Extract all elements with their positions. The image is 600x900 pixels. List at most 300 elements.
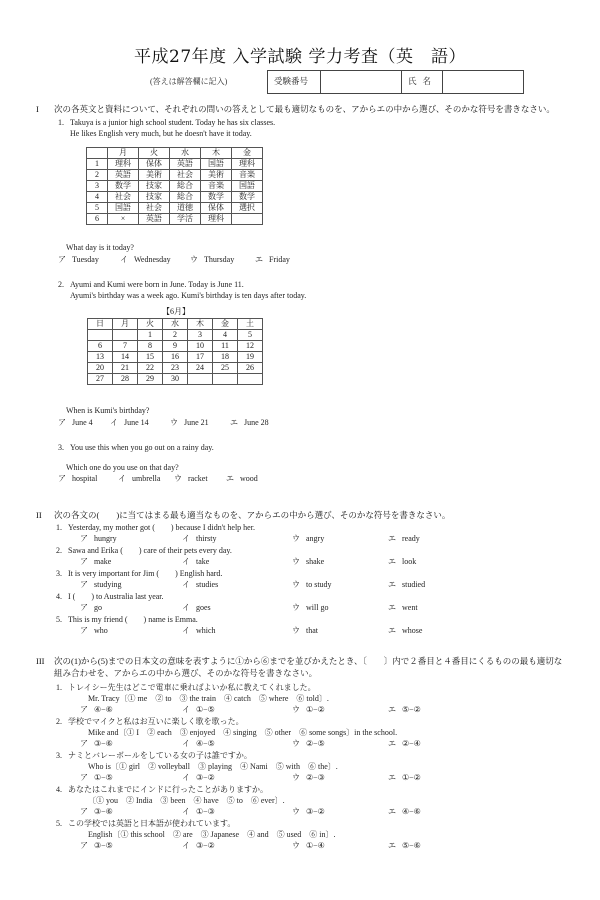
choice-text: to study xyxy=(306,580,332,589)
timetable-cell: 国語 xyxy=(201,159,232,170)
timetable-cell: 社会 xyxy=(170,170,201,181)
calendar-cell: 8 xyxy=(138,341,163,352)
choice-text: umbrella xyxy=(132,474,161,483)
calendar-row xyxy=(88,352,263,363)
timetable-row xyxy=(87,170,263,181)
choice-key: ア xyxy=(80,534,88,543)
s2-choice xyxy=(80,603,102,614)
section-3-instruction-1: 次の(1)から(5)までの日本文の意味を表すように①から⑥までを並びかえたとき、〔 〕内で２番目と４番目にくるものの最も適切な xyxy=(54,656,563,666)
s3-english: Mr. Tracy〔① me ② to ③ the train ④ catch ⑤ where ⑥ told〕. xyxy=(88,694,329,703)
timetable-cell: 数学 xyxy=(201,192,232,203)
choice-text: goes xyxy=(196,603,211,612)
choice-key: ア xyxy=(58,255,66,264)
timetable-cell: 英語 xyxy=(108,170,139,181)
s2-question xyxy=(56,546,232,557)
s1-q2-choice xyxy=(230,418,269,429)
choice-key: エ xyxy=(230,418,238,427)
choice-text: ①−④ xyxy=(306,841,325,850)
choice-key: イ xyxy=(182,705,190,714)
s2-question xyxy=(56,569,222,580)
timetable-cell: 4 xyxy=(87,192,108,203)
calendar-row xyxy=(88,363,263,374)
question-number: 2. xyxy=(56,546,62,555)
s3-choice xyxy=(292,739,325,750)
s2-choice xyxy=(182,603,211,614)
calendar-cell: 月 xyxy=(113,319,138,330)
question-number: 3. xyxy=(56,751,62,760)
timetable-cell: 月 xyxy=(108,148,139,159)
choice-text: go xyxy=(94,603,102,612)
timetable-cell: 技家 xyxy=(139,181,170,192)
calendar-cell: 6 xyxy=(88,341,113,352)
question-number: 3. xyxy=(56,569,62,578)
choice-key: イ xyxy=(182,841,190,850)
s3-japanese xyxy=(56,819,235,830)
s3-english: Mike and〔① I ② each ③ enjoyed ④ singing ⑤ other ⑥ some songs〕in the school. xyxy=(88,728,398,737)
calendar-cell: 30 xyxy=(163,374,188,385)
calendar-cell: 16 xyxy=(163,352,188,363)
choice-key: ア xyxy=(80,705,88,714)
choice-key: ア xyxy=(58,474,66,483)
calendar-cell: 1 xyxy=(138,330,163,341)
choice-key: ア xyxy=(80,841,88,850)
calendar-cell: 2 xyxy=(163,330,188,341)
choice-key: イ xyxy=(182,807,190,816)
calendar-row xyxy=(88,330,263,341)
exam-number-field[interactable] xyxy=(321,71,402,93)
s1-q2-line1: 2. Ayumi and Kumi were born in June. Today is June 11. xyxy=(58,280,244,289)
choice-text: make xyxy=(94,557,112,566)
choice-text: which xyxy=(196,626,216,635)
s3-choice xyxy=(182,841,215,852)
question-text: Sawa and Erika ( ) care of their pets every day. xyxy=(68,546,232,555)
timetable-cell: 数学 xyxy=(108,181,139,192)
calendar-cell: 10 xyxy=(188,341,213,352)
header-info-row xyxy=(150,70,524,94)
s2-question xyxy=(56,592,164,603)
choice-text: take xyxy=(196,557,210,566)
section-2-heading xyxy=(36,510,450,521)
question-number: 4. xyxy=(56,785,62,794)
calendar-cell: 29 xyxy=(138,374,163,385)
s1-q2-line2: Ayumi's birthday was a week ago. Kumi's birthday is ten days after today. xyxy=(70,291,307,300)
choice-key: ウ xyxy=(292,773,300,782)
choice-text: hospital xyxy=(72,474,98,483)
choice-text: thirsty xyxy=(196,534,217,543)
s2-choice xyxy=(292,557,324,568)
calendar-cell: 土 xyxy=(238,319,263,330)
s3-choice xyxy=(292,705,325,716)
choice-text: ③−⑤ xyxy=(94,841,113,850)
timetable-cell: 学活 xyxy=(170,214,201,225)
calendar-cell xyxy=(213,374,238,385)
timetable-cell: 火 xyxy=(139,148,170,159)
s1-q2-choice xyxy=(170,418,209,429)
choice-text: Friday xyxy=(269,255,290,264)
choice-key: ア xyxy=(80,807,88,816)
choice-text: wood xyxy=(240,474,258,483)
choice-key: エ xyxy=(388,739,396,748)
choice-text: June 4 xyxy=(72,418,93,427)
choice-key: ウ xyxy=(174,474,182,483)
choice-text: ⑤−⑥ xyxy=(402,841,421,850)
exam-title: 平成27年度 入学試験 学力考査（英 語） xyxy=(134,47,466,67)
calendar-cell: 25 xyxy=(213,363,238,374)
choice-key: エ xyxy=(388,603,396,612)
japanese-text: あなたはこれまでにインドに行ったことがありますか。 xyxy=(68,785,268,794)
choice-text: ③−② xyxy=(306,807,325,816)
s1-q1-question: What day is it today? xyxy=(66,243,134,252)
timetable-cell: 総合 xyxy=(170,181,201,192)
choice-key: ウ xyxy=(190,255,198,264)
section-1-heading xyxy=(36,104,555,115)
timetable-cell: 1 xyxy=(87,159,108,170)
calendar-cell: 14 xyxy=(113,352,138,363)
choice-text: will go xyxy=(306,603,329,612)
choice-text: June 28 xyxy=(244,418,269,427)
s1-q2-choice xyxy=(58,418,93,429)
s3-choice xyxy=(388,739,421,750)
calendar-cell: 4 xyxy=(213,330,238,341)
choice-key: イ xyxy=(118,474,126,483)
s3-english: Who is〔① girl ② volleyball ③ playing ④ Nami ⑤ with ⑥ the〕. xyxy=(88,762,338,771)
s3-choice xyxy=(182,739,215,750)
calendar-cell: 7 xyxy=(113,341,138,352)
choice-key: イ xyxy=(182,557,190,566)
s3-choice xyxy=(80,739,113,750)
choice-key: ウ xyxy=(292,626,300,635)
s1-q1-choice xyxy=(58,255,99,266)
s3-choice xyxy=(182,705,215,716)
timetable-cell: 5 xyxy=(87,203,108,214)
s2-question xyxy=(56,523,255,534)
choice-key: エ xyxy=(388,626,396,635)
timetable-cell: 水 xyxy=(170,148,201,159)
calendar-cell: 13 xyxy=(88,352,113,363)
timetable-cell: 美術 xyxy=(201,170,232,181)
japanese-text: この学校では英語と日本語が使われています。 xyxy=(68,819,236,828)
choice-key: エ xyxy=(388,534,396,543)
section-3-number: III xyxy=(36,656,45,666)
section-1-number: I xyxy=(36,104,39,114)
timetable-cell: 保体 xyxy=(201,203,232,214)
choice-key: イ xyxy=(182,580,190,589)
name-label: 氏名 xyxy=(402,71,443,93)
choice-text: ②−④ xyxy=(402,739,421,748)
s2-choice xyxy=(388,603,418,614)
s3-choice xyxy=(292,807,325,818)
timetable xyxy=(86,147,263,225)
calendar-row xyxy=(88,341,263,352)
calendar-cell: 24 xyxy=(188,363,213,374)
s1-q3-choice xyxy=(226,474,258,485)
timetable-cell: 保体 xyxy=(139,159,170,170)
s3-choice xyxy=(80,841,113,852)
choice-key: イ xyxy=(182,603,190,612)
calendar-cell: 12 xyxy=(238,341,263,352)
timetable-cell: 国語 xyxy=(232,181,263,192)
s3-choice xyxy=(292,841,325,852)
s2-choice xyxy=(388,580,425,591)
timetable-cell: 選択 xyxy=(232,203,263,214)
timetable-cell: 国語 xyxy=(108,203,139,214)
calendar-cell: 27 xyxy=(88,374,113,385)
timetable-cell: × xyxy=(108,214,139,225)
timetable-cell: 道徳 xyxy=(170,203,201,214)
choice-text: hungry xyxy=(94,534,117,543)
choice-key: エ xyxy=(226,474,234,483)
japanese-text: トレイシー先生はどこで電車に乗ればよいか私に教えてくれました。 xyxy=(68,683,316,692)
choice-text: went xyxy=(402,603,418,612)
choice-text: shake xyxy=(306,557,325,566)
question-number: 1. xyxy=(56,683,62,692)
s1-q1-choice xyxy=(190,255,234,266)
s2-choice xyxy=(182,626,216,637)
s2-choice xyxy=(80,626,108,637)
choice-text: look xyxy=(402,557,417,566)
calendar-cell: 11 xyxy=(213,341,238,352)
choice-key: ア xyxy=(80,773,88,782)
calendar-cell: 3 xyxy=(188,330,213,341)
choice-text: whose xyxy=(402,626,423,635)
choice-key: ウ xyxy=(292,705,300,714)
choice-text: ③−⑥ xyxy=(94,807,113,816)
choice-text: ④−⑥ xyxy=(94,705,113,714)
choice-text: who xyxy=(94,626,108,635)
section-2-instruction: 次の各文の( )に当てはまる最も適当なものを、アからエの中から選び、そのかな符号を書きなさい。 xyxy=(54,510,451,520)
s1-q1-choice xyxy=(120,255,171,266)
timetable-cell: 3 xyxy=(87,181,108,192)
choice-text: ④−⑤ xyxy=(196,739,215,748)
choice-text: Wednesday xyxy=(134,255,171,264)
section-1-instruction: 次の各英文と資料について、それぞれの問いの答えとして最も適切なものを、アからエの中から選び、そのかな符号を書きなさい。 xyxy=(54,104,555,114)
s1-q1-choice xyxy=(255,255,290,266)
s3-japanese xyxy=(56,683,316,694)
s1-q3-choice xyxy=(174,474,208,485)
s2-choice xyxy=(292,534,324,545)
choice-text: ①−⑤ xyxy=(94,773,113,782)
question-number: 1. xyxy=(56,523,62,532)
timetable-cell: 美術 xyxy=(139,170,170,181)
choice-text: studies xyxy=(196,580,219,589)
timetable-header-row xyxy=(87,148,263,159)
s2-choice xyxy=(182,534,216,545)
s3-japanese xyxy=(56,785,268,796)
japanese-text: ナミとバレーボールをしている女の子は誰ですか。 xyxy=(68,751,252,760)
section-2-number: II xyxy=(36,510,42,520)
choice-key: ア xyxy=(58,418,66,427)
choice-text: studied xyxy=(402,580,426,589)
exam-number-label: 受験番号 xyxy=(268,71,321,93)
calendar-cell: 15 xyxy=(138,352,163,363)
s3-english: 〔① you ② India ③ been ④ have ⑤ to ⑥ ever〕. xyxy=(88,796,285,805)
timetable-row xyxy=(87,203,263,214)
answer-note: (答えは解答欄に記入) xyxy=(150,76,228,86)
choice-text: angry xyxy=(306,534,325,543)
s3-japanese xyxy=(56,751,252,762)
s2-choice xyxy=(80,557,111,568)
calendar-cell xyxy=(113,330,138,341)
japanese-text: 学校でマイクと私はお互いに楽しく歌を歌った。 xyxy=(68,717,244,726)
s2-choice xyxy=(80,580,122,591)
timetable-row xyxy=(87,159,263,170)
section-3-heading xyxy=(36,656,562,667)
timetable-cell: 英語 xyxy=(139,214,170,225)
s2-question xyxy=(56,615,198,626)
choice-text: ⑤−② xyxy=(402,705,421,714)
s1-q2-choice xyxy=(110,418,149,429)
choice-key: イ xyxy=(182,739,190,748)
choice-key: ウ xyxy=(292,557,300,566)
choice-text: June 14 xyxy=(124,418,149,427)
choice-key: ウ xyxy=(292,603,300,612)
s1-q2-question: When is Kumi's birthday? xyxy=(66,406,150,415)
calendar-cell: 9 xyxy=(163,341,188,352)
choice-key: ウ xyxy=(292,534,300,543)
calendar-row xyxy=(88,374,263,385)
s3-choice xyxy=(80,705,113,716)
timetable-cell: 音楽 xyxy=(232,170,263,181)
calendar-cell: 木 xyxy=(188,319,213,330)
section-3-instruction-2: 組み合わせを、アからエの中から選び、そのかな符号を書きなさい。 xyxy=(54,668,318,678)
choice-text: ①−② xyxy=(402,773,421,782)
choice-text: ①−⑤ xyxy=(196,705,215,714)
calendar-cell xyxy=(238,374,263,385)
choice-text: ②−⑤ xyxy=(306,739,325,748)
s2-choice xyxy=(388,626,422,637)
timetable-cell: 理科 xyxy=(201,214,232,225)
choice-text: Thursday xyxy=(204,255,235,264)
calendar-cell: 26 xyxy=(238,363,263,374)
choice-key: ア xyxy=(80,557,88,566)
timetable-cell: 社会 xyxy=(108,192,139,203)
timetable-cell: 理科 xyxy=(108,159,139,170)
timetable-cell: 6 xyxy=(87,214,108,225)
choice-key: ア xyxy=(80,603,88,612)
timetable-cell: 英語 xyxy=(170,159,201,170)
calendar-cell xyxy=(188,374,213,385)
s2-choice xyxy=(292,580,332,591)
timetable-row xyxy=(87,192,263,203)
choice-key: エ xyxy=(388,773,396,782)
s3-choice xyxy=(388,841,421,852)
timetable-cell xyxy=(232,214,263,225)
choice-key: ア xyxy=(80,626,88,635)
june-calendar xyxy=(87,318,263,385)
choice-key: イ xyxy=(110,418,118,427)
choice-key: ウ xyxy=(170,418,178,427)
timetable-cell: 総合 xyxy=(170,192,201,203)
s1-q3-line1: 3. You use this when you go out on a rainy day. xyxy=(58,443,214,452)
calendar-cell: 18 xyxy=(213,352,238,363)
s3-english: English〔① this school ② are ③ Japanese ④ and ⑤ used ⑥ in〕. xyxy=(88,830,336,839)
choice-key: イ xyxy=(182,534,190,543)
choice-text: June 21 xyxy=(184,418,209,427)
choice-text: Tuesday xyxy=(72,255,99,264)
calendar-cell: 水 xyxy=(163,319,188,330)
s2-choice xyxy=(182,557,209,568)
choice-key: ア xyxy=(80,739,88,748)
timetable-cell xyxy=(87,148,108,159)
choice-text: ②−③ xyxy=(306,773,325,782)
question-text: Yesterday, my mother got ( ) because I didn't help her. xyxy=(68,523,255,532)
s1-q1-line2: He likes English very much, but he doesn't have it today. xyxy=(70,129,252,138)
timetable-cell: 数学 xyxy=(232,192,263,203)
calendar-cell: 金 xyxy=(213,319,238,330)
calendar-cell: 17 xyxy=(188,352,213,363)
calendar-caption: 【6月】 xyxy=(162,307,190,316)
calendar-cell: 日 xyxy=(88,319,113,330)
s2-choice xyxy=(388,557,416,568)
s1-q3-choice xyxy=(58,474,97,485)
question-text: This is my friend ( ) name is Emma. xyxy=(68,615,198,624)
timetable-cell: 木 xyxy=(201,148,232,159)
name-field[interactable] xyxy=(443,71,523,93)
choice-key: ウ xyxy=(292,841,300,850)
choice-text: ①−② xyxy=(306,705,325,714)
choice-key: ウ xyxy=(292,739,300,748)
s1-q3-question: Which one do you use on that day? xyxy=(66,463,179,472)
choice-text: studying xyxy=(94,580,122,589)
choice-key: エ xyxy=(388,841,396,850)
calendar-cell xyxy=(88,330,113,341)
choice-text: ③−② xyxy=(196,841,215,850)
s2-choice xyxy=(80,534,117,545)
calendar-cell: 21 xyxy=(113,363,138,374)
question-text: It is very important for Jim ( ) English hard. xyxy=(68,569,223,578)
calendar-cell: 22 xyxy=(138,363,163,374)
timetable-cell: 音楽 xyxy=(201,181,232,192)
question-text: I ( ) to Australia last year. xyxy=(68,592,164,601)
s2-choice xyxy=(292,603,328,614)
choice-key: エ xyxy=(388,557,396,566)
choice-key: イ xyxy=(182,773,190,782)
s3-japanese xyxy=(56,717,244,728)
calendar-cell: 火 xyxy=(138,319,163,330)
calendar-cell: 20 xyxy=(88,363,113,374)
choice-key: イ xyxy=(182,626,190,635)
choice-key: イ xyxy=(120,255,128,264)
calendar-cell: 28 xyxy=(113,374,138,385)
choice-text: ①−③ xyxy=(196,807,215,816)
choice-key: ア xyxy=(80,580,88,589)
s1-q1-line1: 1. Takuya is a junior high school student. Today he has six classes. xyxy=(58,118,276,127)
timetable-cell: 2 xyxy=(87,170,108,181)
choice-key: ウ xyxy=(292,580,300,589)
choice-text: ③−⑥ xyxy=(94,739,113,748)
s2-choice xyxy=(182,580,218,591)
s3-choice xyxy=(80,773,113,784)
choice-text: that xyxy=(306,626,318,635)
choice-key: エ xyxy=(255,255,263,264)
timetable-cell: 社会 xyxy=(139,203,170,214)
choice-text: ④−⑥ xyxy=(402,807,421,816)
s3-choice xyxy=(388,705,421,716)
choice-text: racket xyxy=(188,474,208,483)
question-number: 5. xyxy=(56,615,62,624)
question-number: 5. xyxy=(56,819,62,828)
calendar-cell: 19 xyxy=(238,352,263,363)
choice-key: エ xyxy=(388,705,396,714)
choice-key: ウ xyxy=(292,807,300,816)
s3-choice xyxy=(80,807,113,818)
calendar-header-row xyxy=(88,319,263,330)
timetable-cell: 金 xyxy=(232,148,263,159)
timetable-cell: 理科 xyxy=(232,159,263,170)
s3-choice xyxy=(388,807,421,818)
calendar-cell: 5 xyxy=(238,330,263,341)
choice-text: ③−② xyxy=(196,773,215,782)
